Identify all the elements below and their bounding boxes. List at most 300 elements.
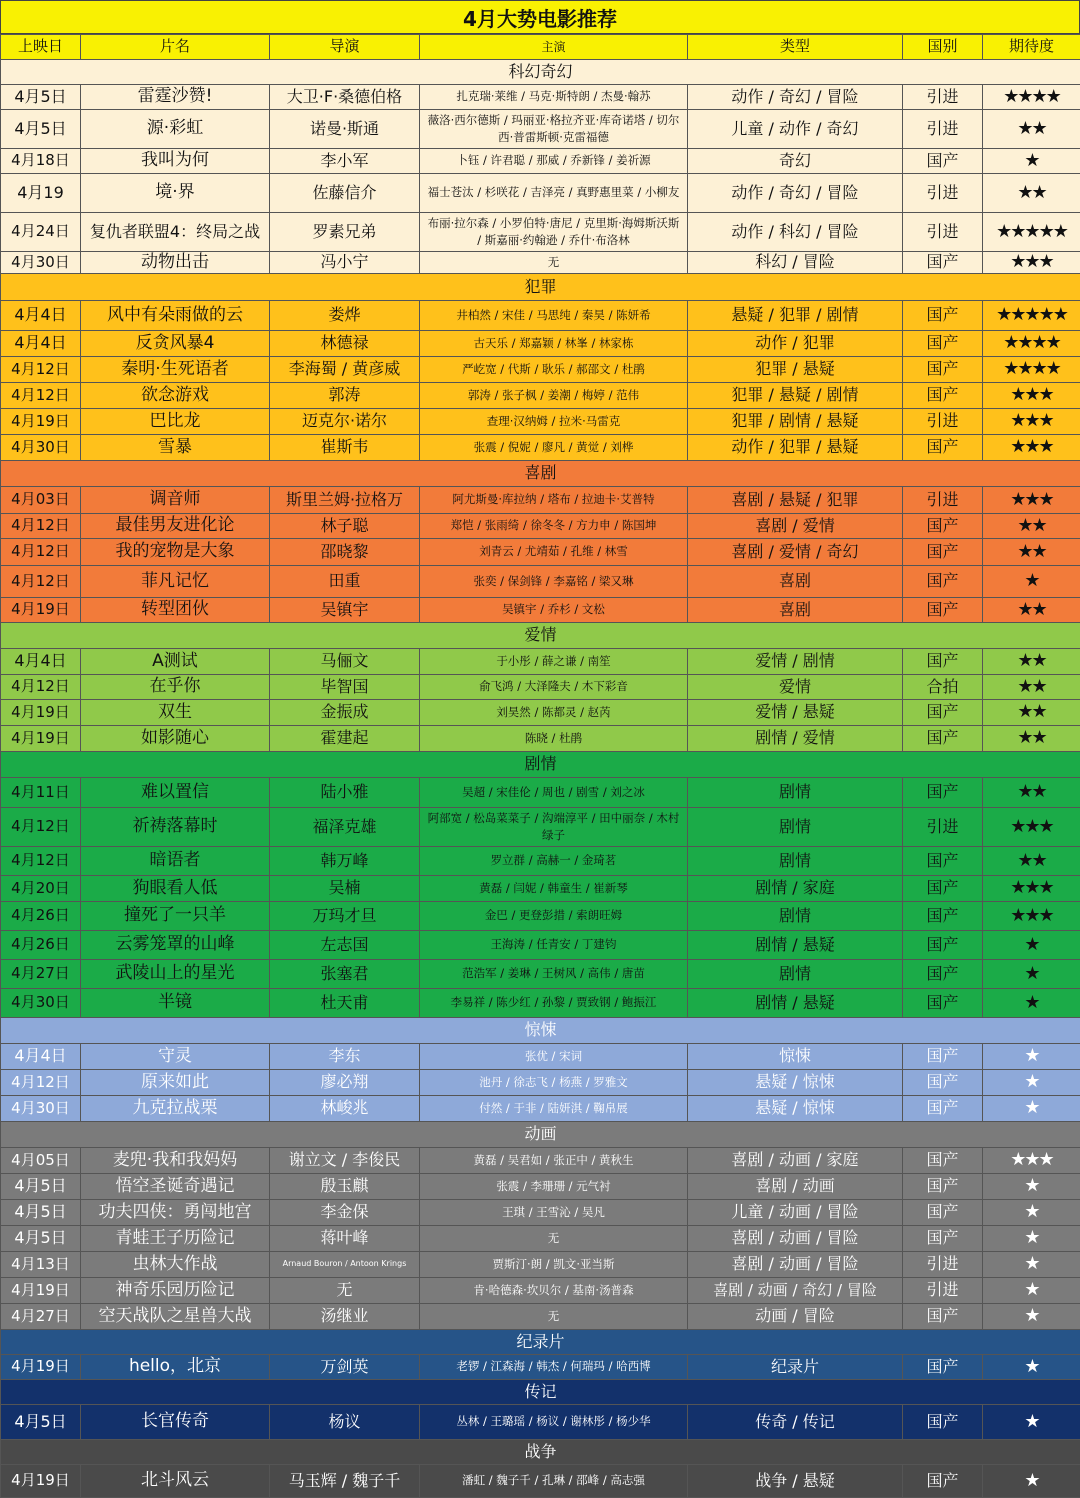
release-date-cell: 4月12日 [1, 566, 81, 598]
release-date-cell: 4月12日 [1, 847, 81, 876]
header-date: 上映日 [1, 35, 81, 60]
movie-row [1, 1200, 1080, 1226]
cast-cell: 张震 / 李珊珊 / 元气衬 [420, 1174, 688, 1200]
title-cell: 麦兜·我和我妈妈 [81, 1148, 270, 1174]
rating-cell: ★★ [983, 174, 1080, 213]
cast-cell: 李易祥 / 陈少红 / 孙黎 / 贾致钢 / 鲍振江 [420, 989, 688, 1018]
title-cell: 复仇者联盟4：终局之战 [81, 213, 270, 252]
cast-cell: 无 [420, 1304, 688, 1330]
cast-cell: 郑恺 / 张雨绮 / 徐冬冬 / 方力申 / 陈国坤 [420, 514, 688, 539]
release-date-cell: 4月12日 [1, 357, 81, 383]
title-cell: 秦明·生死语者 [81, 357, 270, 383]
cast-cell: 黄磊 / 闫妮 / 韩童生 / 崔新琴 [420, 876, 688, 902]
movie-table-body [1, 60, 1080, 1498]
rating-cell: ★ [983, 1405, 1080, 1440]
release-date-cell: 4月26日 [1, 902, 81, 931]
cast-cell: 扎克瑞·莱维 / 马克·斯特朗 / 杰曼·翰苏 [420, 85, 688, 110]
director-cell: Arnaud Bouron / Antoon Krings [270, 1252, 420, 1278]
director-cell: 福泽克雄 [270, 808, 420, 847]
country-cell: 引进 [903, 110, 983, 149]
title-cell: 撞死了一只羊 [81, 902, 270, 931]
movie-row [1, 1226, 1080, 1252]
country-cell: 国产 [903, 539, 983, 566]
genre-cell: 科幻 / 冒险 [688, 252, 903, 274]
section-row [1, 60, 1080, 85]
rating-cell: ★★ [983, 514, 1080, 539]
genre-cell: 纪录片 [688, 1355, 903, 1380]
cast-cell: 福士苍汰 / 杉咲花 / 吉泽亮 / 真野惠里菜 / 小柳友 [420, 174, 688, 213]
genre-cell: 剧情 / 悬疑 [688, 989, 903, 1018]
release-date-cell: 4月19日 [1, 1465, 81, 1498]
genre-cell: 传奇 / 传记 [688, 1405, 903, 1440]
country-cell: 国产 [903, 357, 983, 383]
movie-row [1, 110, 1080, 149]
rating-cell: ★ [983, 1226, 1080, 1252]
genre-cell: 剧情 [688, 847, 903, 876]
rating-cell: ★ [983, 1355, 1080, 1380]
country-cell: 引进 [903, 85, 983, 110]
genre-cell: 儿童 / 动作 / 奇幻 [688, 110, 903, 149]
movie-row [1, 383, 1080, 409]
release-date-cell: 4月19 [1, 174, 81, 213]
release-date-cell: 4月26日 [1, 931, 81, 960]
rating-cell: ★★★★★ [983, 301, 1080, 331]
rating-cell: ★ [983, 1096, 1080, 1122]
movie-row [1, 876, 1080, 902]
header-row [1, 35, 1080, 60]
title-cell: 在乎你 [81, 675, 270, 700]
rating-cell: ★★★ [983, 252, 1080, 274]
cast-cell: 王琪 / 王雪沁 / 吴凡 [420, 1200, 688, 1226]
section-label: 战争 [1, 1440, 1080, 1465]
release-date-cell: 4月19日 [1, 1278, 81, 1304]
genre-cell: 动画 / 冒险 [688, 1304, 903, 1330]
cast-cell: 薇洛·西尔德斯 / 玛丽亚·格拉齐亚·库奇诺塔 / 切尔西·普雷斯顿·克雷福德 [420, 110, 688, 149]
movie-row [1, 1355, 1080, 1380]
director-cell: 冯小宁 [270, 252, 420, 274]
cast-cell: 阿部宽 / 松岛菜菜子 / 沟端淳平 / 田中丽奈 / 木村绿子 [420, 808, 688, 847]
title-cell: 我的宠物是大象 [81, 539, 270, 566]
rating-cell: ★ [983, 1252, 1080, 1278]
title-cell: 半镜 [81, 989, 270, 1018]
title-cell: 菲凡记忆 [81, 566, 270, 598]
cast-cell: 肯·哈德森·坎贝尔 / 基南·汤普森 [420, 1278, 688, 1304]
cast-cell: 张震 / 倪妮 / 廖凡 / 黄觉 / 刘桦 [420, 435, 688, 461]
country-cell: 国产 [903, 989, 983, 1018]
release-date-cell: 4月12日 [1, 539, 81, 566]
rating-cell: ★★★ [983, 902, 1080, 931]
release-date-cell: 4月03日 [1, 487, 81, 514]
rating-cell: ★★ [983, 726, 1080, 752]
genre-cell: 爱情 / 悬疑 [688, 700, 903, 726]
cast-cell: 吴镇宇 / 乔杉 / 文松 [420, 598, 688, 623]
cast-cell: 阿尤斯曼·库拉纳 / 塔布 / 拉迪卡·艾普特 [420, 487, 688, 514]
release-date-cell: 4月5日 [1, 1405, 81, 1440]
release-date-cell: 4月5日 [1, 1226, 81, 1252]
director-cell: 佐藤信介 [270, 174, 420, 213]
genre-cell: 喜剧 / 动画 / 家庭 [688, 1148, 903, 1174]
country-cell: 国产 [903, 902, 983, 931]
cast-cell: 卜钰 / 许君聪 / 那威 / 乔新锋 / 姜祈源 [420, 149, 688, 174]
section-row [1, 1380, 1080, 1405]
title-cell: 长官传奇 [81, 1405, 270, 1440]
release-date-cell: 4月12日 [1, 514, 81, 539]
cast-cell: 无 [420, 1226, 688, 1252]
cast-cell: 刘昊然 / 陈都灵 / 赵芮 [420, 700, 688, 726]
genre-cell: 动作 / 奇幻 / 冒险 [688, 174, 903, 213]
section-row [1, 461, 1080, 487]
movie-row [1, 1174, 1080, 1200]
director-cell: 杜天甫 [270, 989, 420, 1018]
cast-cell: 老锣 / 江森海 / 韩杰 / 何瑞玛 / 哈西博 [420, 1355, 688, 1380]
genre-cell: 喜剧 / 爱情 [688, 514, 903, 539]
director-cell: 林峻兆 [270, 1096, 420, 1122]
section-label: 剧情 [1, 752, 1080, 778]
director-cell: 吴楠 [270, 876, 420, 902]
genre-cell: 喜剧 / 动画 / 冒险 [688, 1252, 903, 1278]
rating-cell: ★ [983, 989, 1080, 1018]
release-date-cell: 4月19日 [1, 409, 81, 435]
release-date-cell: 4月5日 [1, 110, 81, 149]
genre-cell: 剧情 / 悬疑 [688, 931, 903, 960]
release-date-cell: 4月4日 [1, 331, 81, 357]
release-date-cell: 4月18日 [1, 149, 81, 174]
title-cell: 源·彩虹 [81, 110, 270, 149]
rating-cell: ★ [983, 1465, 1080, 1498]
movie-row [1, 566, 1080, 598]
director-cell: 田重 [270, 566, 420, 598]
director-cell: 林德禄 [270, 331, 420, 357]
movie-row [1, 675, 1080, 700]
header-cast: 主演 [420, 35, 688, 60]
cast-cell: 古天乐 / 郑嘉颖 / 林峯 / 林家栋 [420, 331, 688, 357]
title-cell: 神奇乐园历险记 [81, 1278, 270, 1304]
genre-cell: 战争 / 悬疑 [688, 1465, 903, 1498]
release-date-cell: 4月12日 [1, 675, 81, 700]
cast-cell: 井柏然 / 宋佳 / 马思纯 / 秦昊 / 陈妍希 [420, 301, 688, 331]
movie-row [1, 331, 1080, 357]
movie-row [1, 1405, 1080, 1440]
title-cell: 如影随心 [81, 726, 270, 752]
genre-cell: 剧情 [688, 960, 903, 989]
title-cell: 我叫为何 [81, 149, 270, 174]
title-cell: hello，北京 [81, 1355, 270, 1380]
director-cell: 迈克尔·诺尔 [270, 409, 420, 435]
director-cell: 李小军 [270, 149, 420, 174]
movie-row [1, 435, 1080, 461]
title-cell: 欲念游戏 [81, 383, 270, 409]
country-cell: 引进 [903, 808, 983, 847]
rating-cell: ★ [983, 931, 1080, 960]
cast-cell: 范浩军 / 姜琳 / 王树风 / 高伟 / 唐苗 [420, 960, 688, 989]
title-cell: 难以置信 [81, 778, 270, 808]
release-date-cell: 4月30日 [1, 1096, 81, 1122]
header-genre: 类型 [688, 35, 903, 60]
genre-cell: 喜剧 / 动画 [688, 1174, 903, 1200]
country-cell: 引进 [903, 1252, 983, 1278]
genre-cell: 剧情 / 家庭 [688, 876, 903, 902]
country-cell: 国产 [903, 1096, 983, 1122]
rating-cell: ★ [983, 1278, 1080, 1304]
director-cell: 廖必翔 [270, 1070, 420, 1096]
title-cell: 最佳男友进化论 [81, 514, 270, 539]
director-cell: 郭涛 [270, 383, 420, 409]
director-cell: 万玛才旦 [270, 902, 420, 931]
cast-cell: 布丽·拉尔森 / 小罗伯特·唐尼 / 克里斯·海姆斯沃斯 / 斯嘉丽·约翰逊 / 乔什·布洛林 [420, 213, 688, 252]
country-cell: 引进 [903, 487, 983, 514]
country-cell: 国产 [903, 726, 983, 752]
rating-cell: ★ [983, 1044, 1080, 1070]
director-cell: 毕智国 [270, 675, 420, 700]
rating-cell: ★ [983, 566, 1080, 598]
movie-row [1, 539, 1080, 566]
movie-row [1, 1070, 1080, 1096]
release-date-cell: 4月13日 [1, 1252, 81, 1278]
country-cell: 国产 [903, 778, 983, 808]
rating-cell: ★ [983, 960, 1080, 989]
cast-cell: 池丹 / 徐志飞 / 杨燕 / 罗雅文 [420, 1070, 688, 1096]
title-cell: 青蛙王子历险记 [81, 1226, 270, 1252]
section-label: 惊悚 [1, 1018, 1080, 1044]
movie-row [1, 487, 1080, 514]
genre-cell: 剧情 / 爱情 [688, 726, 903, 752]
genre-cell: 剧情 [688, 808, 903, 847]
release-date-cell: 4月30日 [1, 252, 81, 274]
movie-table [0, 34, 1080, 1498]
cast-cell: 张奕 / 保剑锋 / 李嘉铭 / 梁又琳 [420, 566, 688, 598]
country-cell: 国产 [903, 649, 983, 675]
country-cell: 国产 [903, 1200, 983, 1226]
cast-cell: 于小彤 / 薛之谦 / 南笙 [420, 649, 688, 675]
cast-cell: 严屹宽 / 代斯 / 耿乐 / 郝邵文 / 杜鹃 [420, 357, 688, 383]
section-row [1, 1330, 1080, 1355]
cast-cell: 罗立群 / 高赫一 / 金琦茗 [420, 847, 688, 876]
country-cell: 国产 [903, 1465, 983, 1498]
director-cell: 斯里兰姆·拉格万 [270, 487, 420, 514]
cast-cell: 贾斯汀·朗 / 凯文·亚当斯 [420, 1252, 688, 1278]
genre-cell: 悬疑 / 犯罪 / 剧情 [688, 301, 903, 331]
director-cell: 万剑英 [270, 1355, 420, 1380]
movie-row [1, 1304, 1080, 1330]
director-cell: 霍建起 [270, 726, 420, 752]
rating-cell: ★★★ [983, 383, 1080, 409]
rating-cell: ★★ [983, 847, 1080, 876]
country-cell: 引进 [903, 409, 983, 435]
cast-cell: 金巴 / 更登彭措 / 索朗旺姆 [420, 902, 688, 931]
title-cell: 转型团伙 [81, 598, 270, 623]
country-cell: 国产 [903, 1355, 983, 1380]
genre-cell: 犯罪 / 悬疑 [688, 357, 903, 383]
movie-row [1, 149, 1080, 174]
country-cell: 国产 [903, 1044, 983, 1070]
title-cell: 境·界 [81, 174, 270, 213]
genre-cell: 动作 / 科幻 / 冒险 [688, 213, 903, 252]
country-cell: 国产 [903, 700, 983, 726]
section-label: 犯罪 [1, 274, 1080, 301]
release-date-cell: 4月5日 [1, 1174, 81, 1200]
title-cell: 狗眼看人低 [81, 876, 270, 902]
rating-cell: ★★★ [983, 876, 1080, 902]
genre-cell: 喜剧 [688, 566, 903, 598]
rating-cell: ★★ [983, 675, 1080, 700]
country-cell: 国产 [903, 598, 983, 623]
release-date-cell: 4月19日 [1, 598, 81, 623]
genre-cell: 喜剧 / 动画 / 冒险 [688, 1226, 903, 1252]
cast-cell: 张优 / 宋词 [420, 1044, 688, 1070]
movie-row [1, 902, 1080, 931]
country-cell: 国产 [903, 1226, 983, 1252]
movie-row [1, 649, 1080, 675]
title-cell: 九克拉战栗 [81, 1096, 270, 1122]
cast-cell: 黄磊 / 吴君如 / 张正中 / 黄秋生 [420, 1148, 688, 1174]
director-cell: 大卫·F·桑德伯格 [270, 85, 420, 110]
cast-cell: 陈晓 / 杜鹃 [420, 726, 688, 752]
release-date-cell: 4月19日 [1, 726, 81, 752]
genre-cell: 儿童 / 动画 / 冒险 [688, 1200, 903, 1226]
genre-cell: 爱情 / 剧情 [688, 649, 903, 675]
director-cell: 无 [270, 1278, 420, 1304]
genre-cell: 喜剧 / 爱情 / 奇幻 [688, 539, 903, 566]
release-date-cell: 4月05日 [1, 1148, 81, 1174]
movie-row [1, 1278, 1080, 1304]
genre-cell: 惊悚 [688, 1044, 903, 1070]
rating-cell: ★★★ [983, 409, 1080, 435]
rating-cell: ★★ [983, 778, 1080, 808]
release-date-cell: 4月27日 [1, 1304, 81, 1330]
title-cell: 反贪风暴4 [81, 331, 270, 357]
country-cell: 国产 [903, 301, 983, 331]
director-cell: 金振成 [270, 700, 420, 726]
section-row [1, 752, 1080, 778]
director-cell: 蒋叶峰 [270, 1226, 420, 1252]
section-label: 科幻奇幻 [1, 60, 1080, 85]
genre-cell: 爱情 [688, 675, 903, 700]
director-cell: 马俪文 [270, 649, 420, 675]
section-row [1, 1122, 1080, 1148]
title-cell: A测试 [81, 649, 270, 675]
movie-row [1, 989, 1080, 1018]
release-date-cell: 4月12日 [1, 1070, 81, 1096]
country-cell: 国产 [903, 1148, 983, 1174]
cast-cell: 俞飞鸿 / 大泽隆夫 / 木下彩音 [420, 675, 688, 700]
cast-cell: 吴超 / 宋佳伦 / 周也 / 剧雪 / 刘之冰 [420, 778, 688, 808]
country-cell: 国产 [903, 876, 983, 902]
release-date-cell: 4月19日 [1, 700, 81, 726]
movie-row [1, 213, 1080, 252]
director-cell: 崔斯韦 [270, 435, 420, 461]
rating-cell: ★★★★ [983, 85, 1080, 110]
section-row [1, 1018, 1080, 1044]
country-cell: 国产 [903, 931, 983, 960]
title-cell: 空天战队之星兽大战 [81, 1304, 270, 1330]
release-date-cell: 4月4日 [1, 301, 81, 331]
director-cell: 李金保 [270, 1200, 420, 1226]
release-date-cell: 4月30日 [1, 989, 81, 1018]
country-cell: 引进 [903, 174, 983, 213]
cast-cell: 查理·汉纳姆 / 拉米·马雷克 [420, 409, 688, 435]
movie-row [1, 174, 1080, 213]
title-cell: 双生 [81, 700, 270, 726]
release-date-cell: 4月12日 [1, 808, 81, 847]
genre-cell: 动作 / 犯罪 [688, 331, 903, 357]
genre-cell: 剧情 [688, 902, 903, 931]
director-cell: 殷玉麒 [270, 1174, 420, 1200]
rating-cell: ★★★★ [983, 357, 1080, 383]
title-cell: 祈祷落幕时 [81, 808, 270, 847]
cast-cell: 郭涛 / 张子枫 / 姜潮 / 梅婷 / 范伟 [420, 383, 688, 409]
director-cell: 张塞君 [270, 960, 420, 989]
release-date-cell: 4月19日 [1, 1355, 81, 1380]
title-cell: 动物出击 [81, 252, 270, 274]
director-cell: 罗素兄弟 [270, 213, 420, 252]
sheet-title: 4月大势电影推荐 [0, 0, 1080, 34]
country-cell: 国产 [903, 149, 983, 174]
country-cell: 引进 [903, 213, 983, 252]
movie-row [1, 301, 1080, 331]
country-cell: 国产 [903, 1304, 983, 1330]
rating-cell: ★★ [983, 649, 1080, 675]
movie-row [1, 1044, 1080, 1070]
title-cell: 功夫四侠：勇闯地宫 [81, 1200, 270, 1226]
genre-cell: 犯罪 / 剧情 / 悬疑 [688, 409, 903, 435]
release-date-cell: 4月4日 [1, 1044, 81, 1070]
director-cell: 杨议 [270, 1405, 420, 1440]
country-cell: 国产 [903, 514, 983, 539]
genre-cell: 喜剧 [688, 598, 903, 623]
movie-row [1, 514, 1080, 539]
rating-cell: ★★ [983, 700, 1080, 726]
movie-row [1, 85, 1080, 110]
title-cell: 虫林大作战 [81, 1252, 270, 1278]
rating-cell: ★★★★ [983, 331, 1080, 357]
rating-cell: ★★ [983, 539, 1080, 566]
section-label: 喜剧 [1, 461, 1080, 487]
header-director: 导演 [270, 35, 420, 60]
movie-row [1, 252, 1080, 274]
movie-row [1, 1252, 1080, 1278]
title-cell: 武陵山上的星光 [81, 960, 270, 989]
title-cell: 原来如此 [81, 1070, 270, 1096]
country-cell: 国产 [903, 1070, 983, 1096]
country-cell: 引进 [903, 1278, 983, 1304]
movie-row [1, 409, 1080, 435]
rating-cell: ★★★★★ [983, 213, 1080, 252]
title-cell: 云雾笼罩的山峰 [81, 931, 270, 960]
section-row [1, 623, 1080, 649]
title-cell: 悟空圣诞奇遇记 [81, 1174, 270, 1200]
movie-row [1, 808, 1080, 847]
header-country: 国别 [903, 35, 983, 60]
rating-cell: ★ [983, 1174, 1080, 1200]
release-date-cell: 4月24日 [1, 213, 81, 252]
rating-cell: ★★★ [983, 1148, 1080, 1174]
genre-cell: 动作 / 奇幻 / 冒险 [688, 85, 903, 110]
genre-cell: 奇幻 [688, 149, 903, 174]
rating-cell: ★★★ [983, 808, 1080, 847]
section-label: 动画 [1, 1122, 1080, 1148]
section-label: 纪录片 [1, 1330, 1080, 1355]
header-rating: 期待度 [983, 35, 1080, 60]
rating-cell: ★★ [983, 598, 1080, 623]
director-cell: 娄烨 [270, 301, 420, 331]
cast-cell: 丛林 / 王璐瑶 / 杨议 / 谢林彤 / 杨少华 [420, 1405, 688, 1440]
rating-cell: ★ [983, 1070, 1080, 1096]
genre-cell: 喜剧 / 动画 / 奇幻 / 冒险 [688, 1278, 903, 1304]
title-cell: 调音师 [81, 487, 270, 514]
rating-cell: ★ [983, 1200, 1080, 1226]
country-cell: 国产 [903, 331, 983, 357]
section-label: 爱情 [1, 623, 1080, 649]
